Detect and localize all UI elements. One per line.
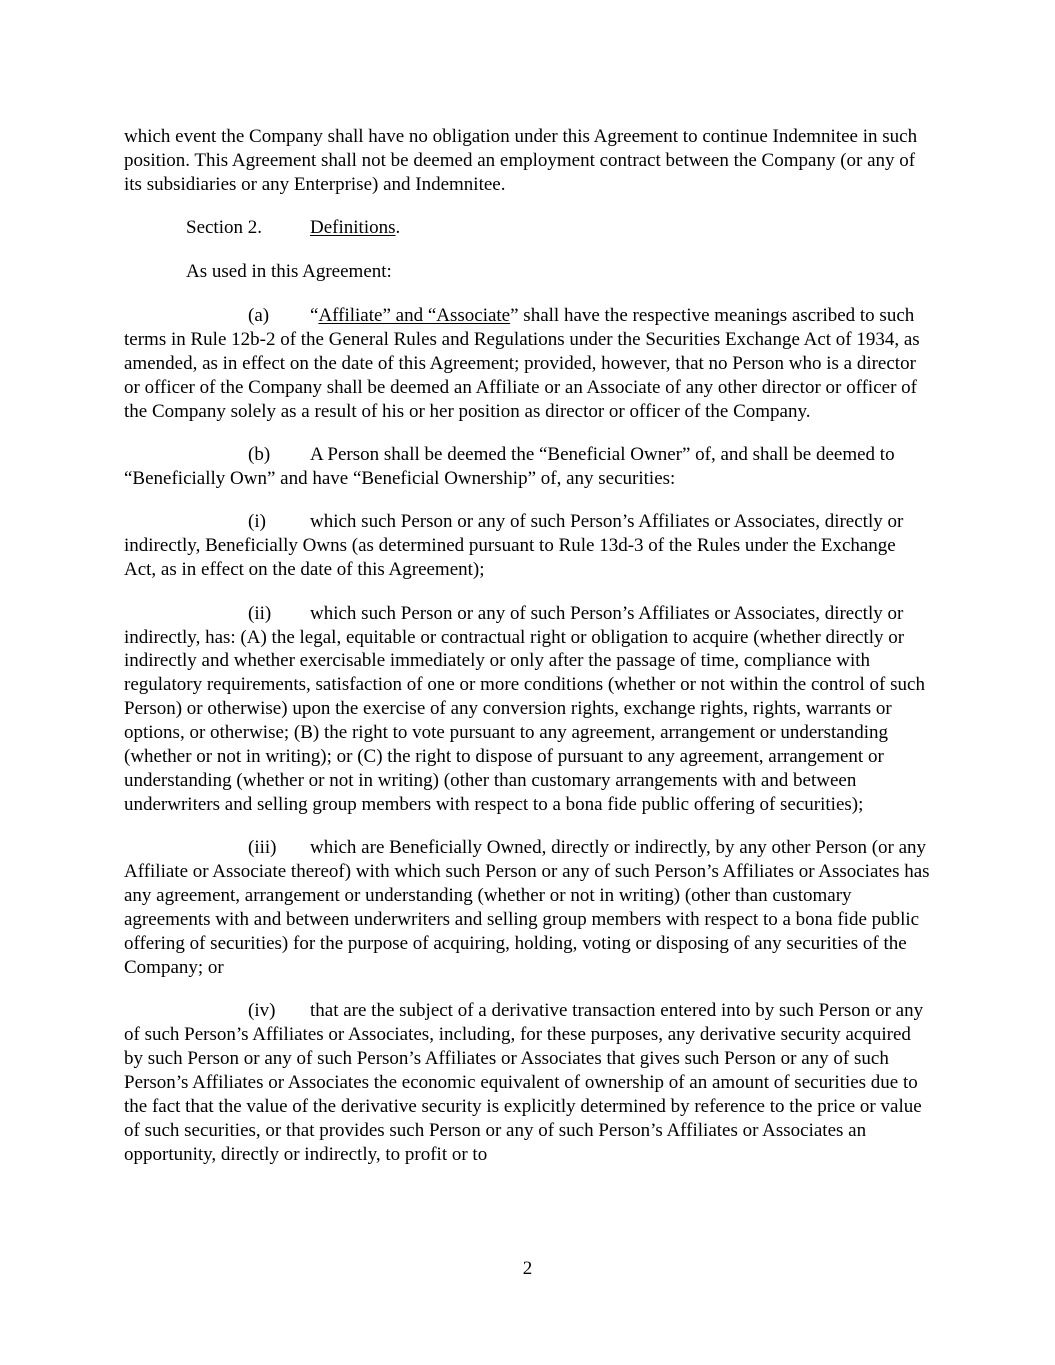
paragraph-iii [124, 836, 930, 979]
paragraph-a-text: ” shall have the respective meanings ascribed to such terms in Rule 12b-2 of the General Rules and Regulations under the Securities Exchange Act of 1934, as amended, as in effect on the date of this Agreement; provided, however, that no Person who is a director or officer of the Company shall be deemed an Affiliate or an Associate of any other director or officer of the Company solely as a result of his or her position as director or officer of the Company. [124, 305, 920, 422]
paragraph-b [124, 443, 930, 491]
paragraph-a-open-quote: “ [310, 305, 319, 327]
paragraph-i [124, 510, 930, 582]
section-heading [124, 216, 930, 240]
as-used-line: As used in this Agreement: [186, 261, 392, 283]
paragraph-b-label: (b) [248, 444, 271, 466]
paragraph-iv-text: that are the subject of a derivative transaction entered into by such Person or any of such Person’s Affiliates or Associates, including, for these purposes, any derivative security acquired by such Person or any of such Person’s Affiliates or Associates that gives such Person or any of such Person’s Affiliates or Associates the economic equivalent of ownership of an amount of securities due to the fact that the value of the derivative security is explicitly determined by reference to the price or value of such securities, or that provides such Person or any of such Person’s Affiliates or Associates an opportunity, directly or indirectly, to profit or to [124, 1000, 924, 1165]
section-number: Section 2. [186, 217, 262, 239]
paragraph-a [124, 304, 930, 424]
paragraph-iii-label: (iii) [248, 837, 277, 859]
section-title-period: . [395, 217, 401, 239]
paragraph-b-text: A Person shall be deemed the “Beneficial Owner” of, and shall be deemed to “Beneficially Own” and have “Beneficial Ownership” of, any securities: [124, 444, 895, 489]
paragraph-ii-label: (ii) [248, 602, 272, 624]
paragraph-iii-text: which are Beneficially Owned, directly or indirectly, by any other Person (or any Affiliate or Associate thereof) with which such Person or any of such Person’s Affiliates or Associates has any agreement, arrangement or understanding (whether or not in writing) (other than customary agreements with and between underwriters and selling group members with respect to a bona fide public offering of securities) for the purpose of acquiring, holding, voting or disposing of any securities of the Company; or [124, 837, 930, 978]
paragraph-a-defined-term: Affiliate” and “Associate [318, 305, 511, 327]
paragraph-i-label: (i) [248, 511, 266, 533]
paragraph-ii [124, 602, 930, 817]
paragraph-iv-label: (iv) [248, 1000, 276, 1022]
paragraph-iv [124, 999, 930, 1166]
paragraph-a-label: (a) [248, 305, 270, 327]
page-number: 2 [522, 1258, 533, 1279]
section-title: Definitions [310, 217, 396, 239]
document-body [124, 125, 930, 1186]
intro-paragraph: which event the Company shall have no obligation under this Agreement to continue Indemnitee in such position. This Agreement shall not be deemed an employment contract between the Company (or any of its subsidiaries or any Enterprise) and Indemnitee. [124, 126, 918, 195]
paragraph-ii-text: which such Person or any of such Person’s Affiliates or Associates, directly or indirectly, has: (A) the legal, equitable or contractual right or obligation to acquire (whether directly or indirectly and whether exercisable immediately or only after the passage of time, compliance with regulatory requirements, satisfaction of one or more conditions (whether or not within the control of such Person) or otherwise) upon the exercise of any conversion rights, exchange rights, rights, warrants or options, or otherwise; (B) the right to vote pursuant to any agreement, arrangement or understanding (whether or not in writing); or (C) the right to dispose of pursuant to any agreement, arrangement or understanding (whether or not in writing) (other than customary arrangements with and between underwriters and selling group members with respect to a bona fide public offering of securities); [124, 602, 925, 815]
paragraph-i-text: which such Person or any of such Person’s Affiliates or Associates, directly or indirectly, Beneficially Owns (as determined pursuant to Rule 13d-3 of the Rules under the Exchange Act, as in effect on the date of this Agreement); [124, 511, 904, 581]
